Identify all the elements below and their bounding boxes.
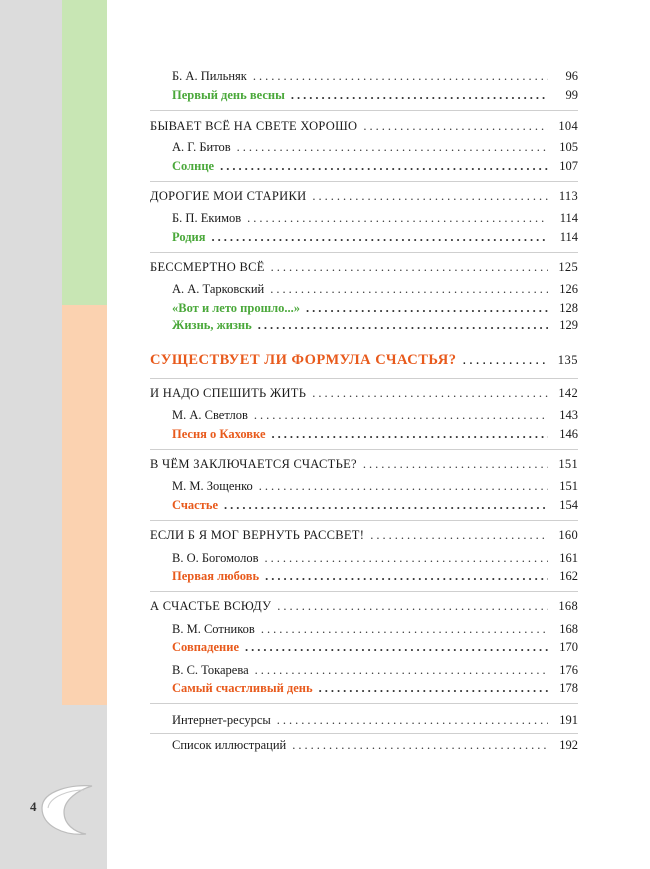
toc-entry-section[interactable] [150,527,578,543]
toc-entry-work[interactable] [172,229,578,245]
toc-entry-author[interactable] [172,407,578,423]
entry-title: Б. П. Екимов [172,211,242,225]
entry-title: Совпадение [172,640,239,654]
toc-entry-work[interactable] [172,568,578,584]
divider [150,252,578,253]
toc-entry-author[interactable] [172,478,578,494]
entry-title: В ЧЁМ ЗАКЛЮЧАЕТСЯ СЧАСТЬЕ? [150,457,357,471]
entry-page: 125 [558,260,578,274]
toc-entry-section[interactable] [150,259,578,275]
toc-entry-work[interactable] [172,158,578,174]
entry-title: Песня о Каховке [172,427,266,441]
entry-page: 168 [559,622,578,636]
divider [150,110,578,111]
entry-page: 96 [565,69,578,83]
divider [150,181,578,182]
entry-title: Первый день весны [172,88,285,102]
entry-page: 168 [558,599,578,613]
entry-title: А. А. Тарковский [172,282,265,296]
entry-title: М. А. Светлов [172,408,248,422]
divider [150,591,578,592]
entry-page: 135 [557,353,578,367]
toc-entry-author[interactable] [172,139,578,155]
entry-page: 107 [559,159,578,173]
divider [150,703,578,704]
entry-title: М. М. Зощенко [172,479,253,493]
toc-entry-section[interactable] [150,598,578,614]
entry-page: 104 [558,119,578,133]
toc-entry-work[interactable] [172,426,578,442]
entry-title: В. М. Сотников [172,622,255,636]
entry-title: СУЩЕСТВУЕТ ЛИ ФОРМУЛА СЧАСТЬЯ? [150,352,457,368]
toc-entry-work[interactable] [172,639,578,655]
entry-page: 161 [559,551,578,565]
entry-page: 151 [558,457,578,471]
toc-entry-work[interactable] [172,680,578,696]
toc-entry-appendix[interactable] [172,712,578,728]
entry-page: 113 [558,189,578,203]
entry-page: 142 [558,386,578,400]
toc-entry-work[interactable] [172,87,578,103]
entry-page: 129 [559,318,578,332]
entry-title: А СЧАСТЬЕ ВСЮДУ [150,599,272,613]
divider [150,733,578,734]
toc-entry-appendix[interactable] [172,737,578,753]
entry-page: 191 [559,713,578,727]
divider [150,378,578,379]
entry-title: В. С. Токарева [172,663,249,677]
entry-title: В. О. Богомолов [172,551,259,565]
divider [150,520,578,521]
entry-page: 114 [559,211,578,225]
entry-title: Список иллюстраций [172,738,287,752]
page-number: 4 [30,799,37,814]
toc-entry-author[interactable] [172,621,578,637]
toc-entry-work[interactable] [172,317,578,333]
entry-page: 160 [558,528,578,542]
entry-title: Самый счастливый день [172,681,313,695]
entry-page: 99 [565,88,578,102]
entry-title: А. Г. Битов [172,140,231,154]
entry-page: 192 [559,738,578,752]
entry-title: ЕСЛИ Б Я МОГ ВЕРНУТЬ РАССВЕТ! [150,528,365,542]
entry-title: Солнце [172,159,215,173]
toc-entry-author[interactable] [172,550,578,566]
entry-page: 126 [559,282,578,296]
entry-title: ДОРОГИЕ МОИ СТАРИКИ [150,189,307,203]
entry-page: 176 [559,663,578,677]
toc-entry-work[interactable] [172,497,578,513]
entry-page: 151 [559,479,578,493]
toc-entry-section[interactable] [150,456,578,472]
entry-page: 143 [559,408,578,422]
toc-entry-section[interactable] [150,385,578,401]
entry-title: «Вот и лето прошло...» [172,301,301,315]
toc-entry-work[interactable] [172,300,578,316]
entry-page: 128 [559,301,578,315]
entry-page: 146 [559,427,578,441]
entry-title: Интернет-ресурсы [172,713,271,727]
toc-entry-section[interactable] [150,188,578,204]
toc-entry-author[interactable] [172,68,578,84]
toc-entry-author[interactable] [172,281,578,297]
toc-part-title[interactable] [150,352,578,368]
toc-entry-author[interactable] [172,210,578,226]
toc-entry-section[interactable] [150,118,578,134]
entry-page: 105 [559,140,578,154]
entry-title: Родия [172,230,206,244]
entry-title: БЫВАЕТ ВСЁ НА СВЕТЕ ХОРОШО [150,119,358,133]
entry-page: 154 [559,498,578,512]
entry-page: 178 [559,681,578,695]
entry-page: 170 [559,640,578,654]
entry-title: Жизнь, жизнь [172,318,252,332]
entry-title: Б. А. Пильняк [172,69,247,83]
toc-entry-author[interactable] [172,662,578,678]
entry-title: Первая любовь [172,569,260,583]
divider [150,449,578,450]
entry-page: 162 [559,569,578,583]
entry-title: БЕССМЕРТНО ВСЁ [150,260,265,274]
entry-title: Счастье [172,498,219,512]
entry-title: И НАДО СПЕШИТЬ ЖИТЬ [150,386,307,400]
entry-page: 114 [559,230,578,244]
